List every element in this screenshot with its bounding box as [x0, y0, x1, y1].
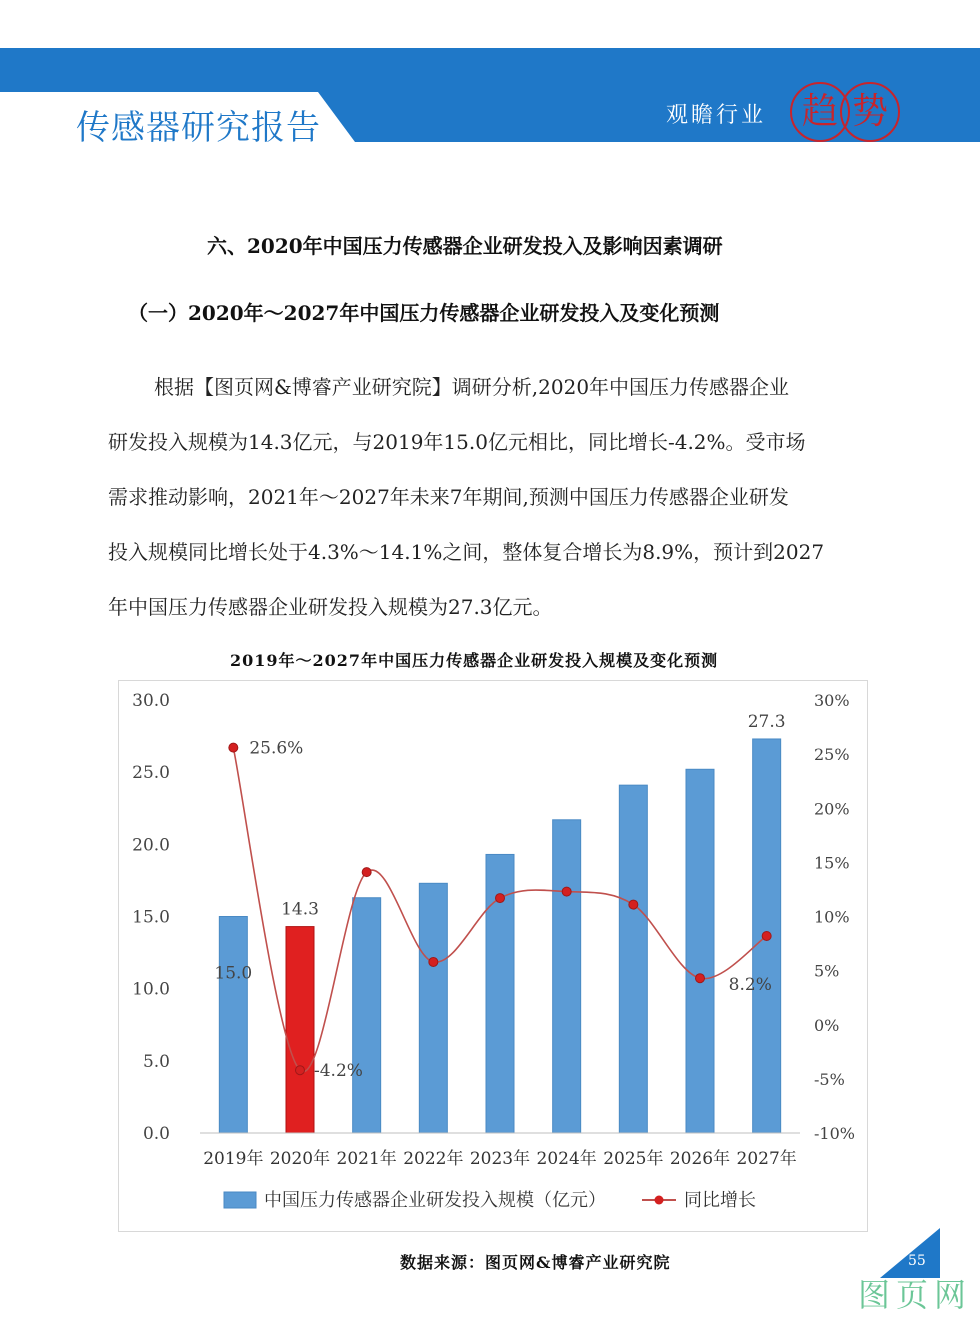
right-axis-tick-label: 5%: [814, 961, 840, 981]
paragraph-line: 年中国压力传感器企业研发投入规模为27.3亿元。: [108, 595, 553, 619]
bar-2025年: [619, 785, 647, 1133]
left-axis-tick-label: 30.0: [132, 691, 170, 711]
seal-char-2: 势: [840, 82, 900, 142]
x-tick-label: 2026年: [669, 1149, 731, 1169]
left-axis-tick-label: 10.0: [132, 979, 170, 1000]
growth-point-2023年: [496, 894, 505, 903]
growth-point-2027年: [762, 931, 771, 940]
right-axis-tick-label: -5%: [814, 1069, 845, 1089]
right-axis-tick-label: 20%: [814, 799, 850, 819]
paragraph-line: 投入规模同比增长处于4.3%～14.1%之间，整体复合增长为8.9%，预计到2027: [108, 540, 825, 564]
line-data-label: 25.6%: [249, 738, 304, 759]
right-axis-tick-label: 30%: [814, 691, 850, 710]
section-heading: 六、2020年中国压力传感器企业研发投入及影响因素调研: [207, 234, 723, 258]
paragraph-line: 研发投入规模为14.3亿元，与2019年15.0亿元相比，同比增长-4.2%。受市场: [108, 430, 806, 454]
growth-point-2021年: [362, 868, 371, 877]
growth-point-2022年: [429, 957, 438, 966]
legend-bar-swatch: [224, 1192, 256, 1208]
right-axis-tick-label: 25%: [814, 745, 850, 765]
right-axis-tick-label: 15%: [814, 853, 850, 873]
report-title: 传感器研究报告: [76, 108, 321, 148]
left-axis-tick-label: 25.0: [132, 763, 170, 784]
bar-2020年: [286, 927, 314, 1133]
x-tick-label: 2022年: [403, 1149, 464, 1169]
x-tick-label: 2023年: [469, 1149, 531, 1169]
bar-2019年: [219, 917, 247, 1134]
header-subtitle: 观瞻行业: [666, 103, 767, 128]
paragraph-line: 根据【图页网&博睿产业研究院】调研分析,2020年中国压力传感器企业: [154, 375, 790, 399]
right-axis-tick-label: 0%: [814, 1015, 840, 1035]
seal-char-1: 趋: [790, 82, 850, 142]
x-tick-label: 2024年: [536, 1149, 597, 1169]
watermark: 图页网: [858, 1276, 973, 1314]
left-axis-tick-label: 5.0: [142, 1051, 170, 1072]
bar-2022年: [419, 883, 447, 1133]
line-data-label: 8.2%: [728, 974, 772, 995]
left-axis-tick-label: 15.0: [132, 907, 170, 928]
x-tick-label: 2025年: [603, 1149, 664, 1169]
x-tick-label: 2019年: [203, 1149, 264, 1169]
growth-point-2025年: [629, 900, 638, 909]
body-paragraph: [108, 360, 878, 635]
left-axis-tick-label: 0.0: [142, 1124, 170, 1144]
combo-chart: [118, 680, 866, 1230]
legend-line-marker: [655, 1196, 664, 1205]
growth-point-2026年: [696, 974, 705, 983]
x-tick-label: 2020年: [269, 1149, 331, 1169]
line-data-label: -4.2%: [314, 1061, 363, 1082]
left-axis-tick-label: 20.0: [132, 835, 170, 856]
bar-data-label: 27.3: [747, 711, 786, 732]
legend-bar-label: 中国压力传感器企业研发投入规模（亿元）: [264, 1190, 606, 1211]
growth-point-2019年: [229, 743, 238, 752]
legend-line-label: 同比增长: [684, 1190, 756, 1211]
bar-2024年: [553, 820, 581, 1133]
x-tick-label: 2027年: [736, 1149, 797, 1169]
bar-2021年: [353, 898, 381, 1133]
data-source: 数据来源：图页网&博睿产业研究院: [400, 1253, 671, 1272]
page-number: 55: [908, 1253, 926, 1269]
chart-title: 2019年～2027年中国压力传感器企业研发投入规模及变化预测: [230, 651, 719, 670]
bar-data-label: 15.0: [214, 963, 253, 984]
bar-data-label: 14.3: [281, 899, 319, 920]
growth-point-2024年: [562, 887, 571, 896]
bar-2026年: [686, 769, 714, 1133]
paragraph-line: 需求推动影响，2021年～2027年未来7年期间,预测中国压力传感器企业研发: [108, 485, 789, 509]
growth-point-2020年: [296, 1066, 305, 1075]
x-tick-label: 2021年: [336, 1149, 397, 1169]
right-axis-tick-label: 10%: [814, 907, 850, 927]
right-axis-tick-label: -10%: [814, 1124, 855, 1143]
section-subheading: （一）2020年～2027年中国压力传感器企业研发投入及变化预测: [128, 301, 720, 325]
